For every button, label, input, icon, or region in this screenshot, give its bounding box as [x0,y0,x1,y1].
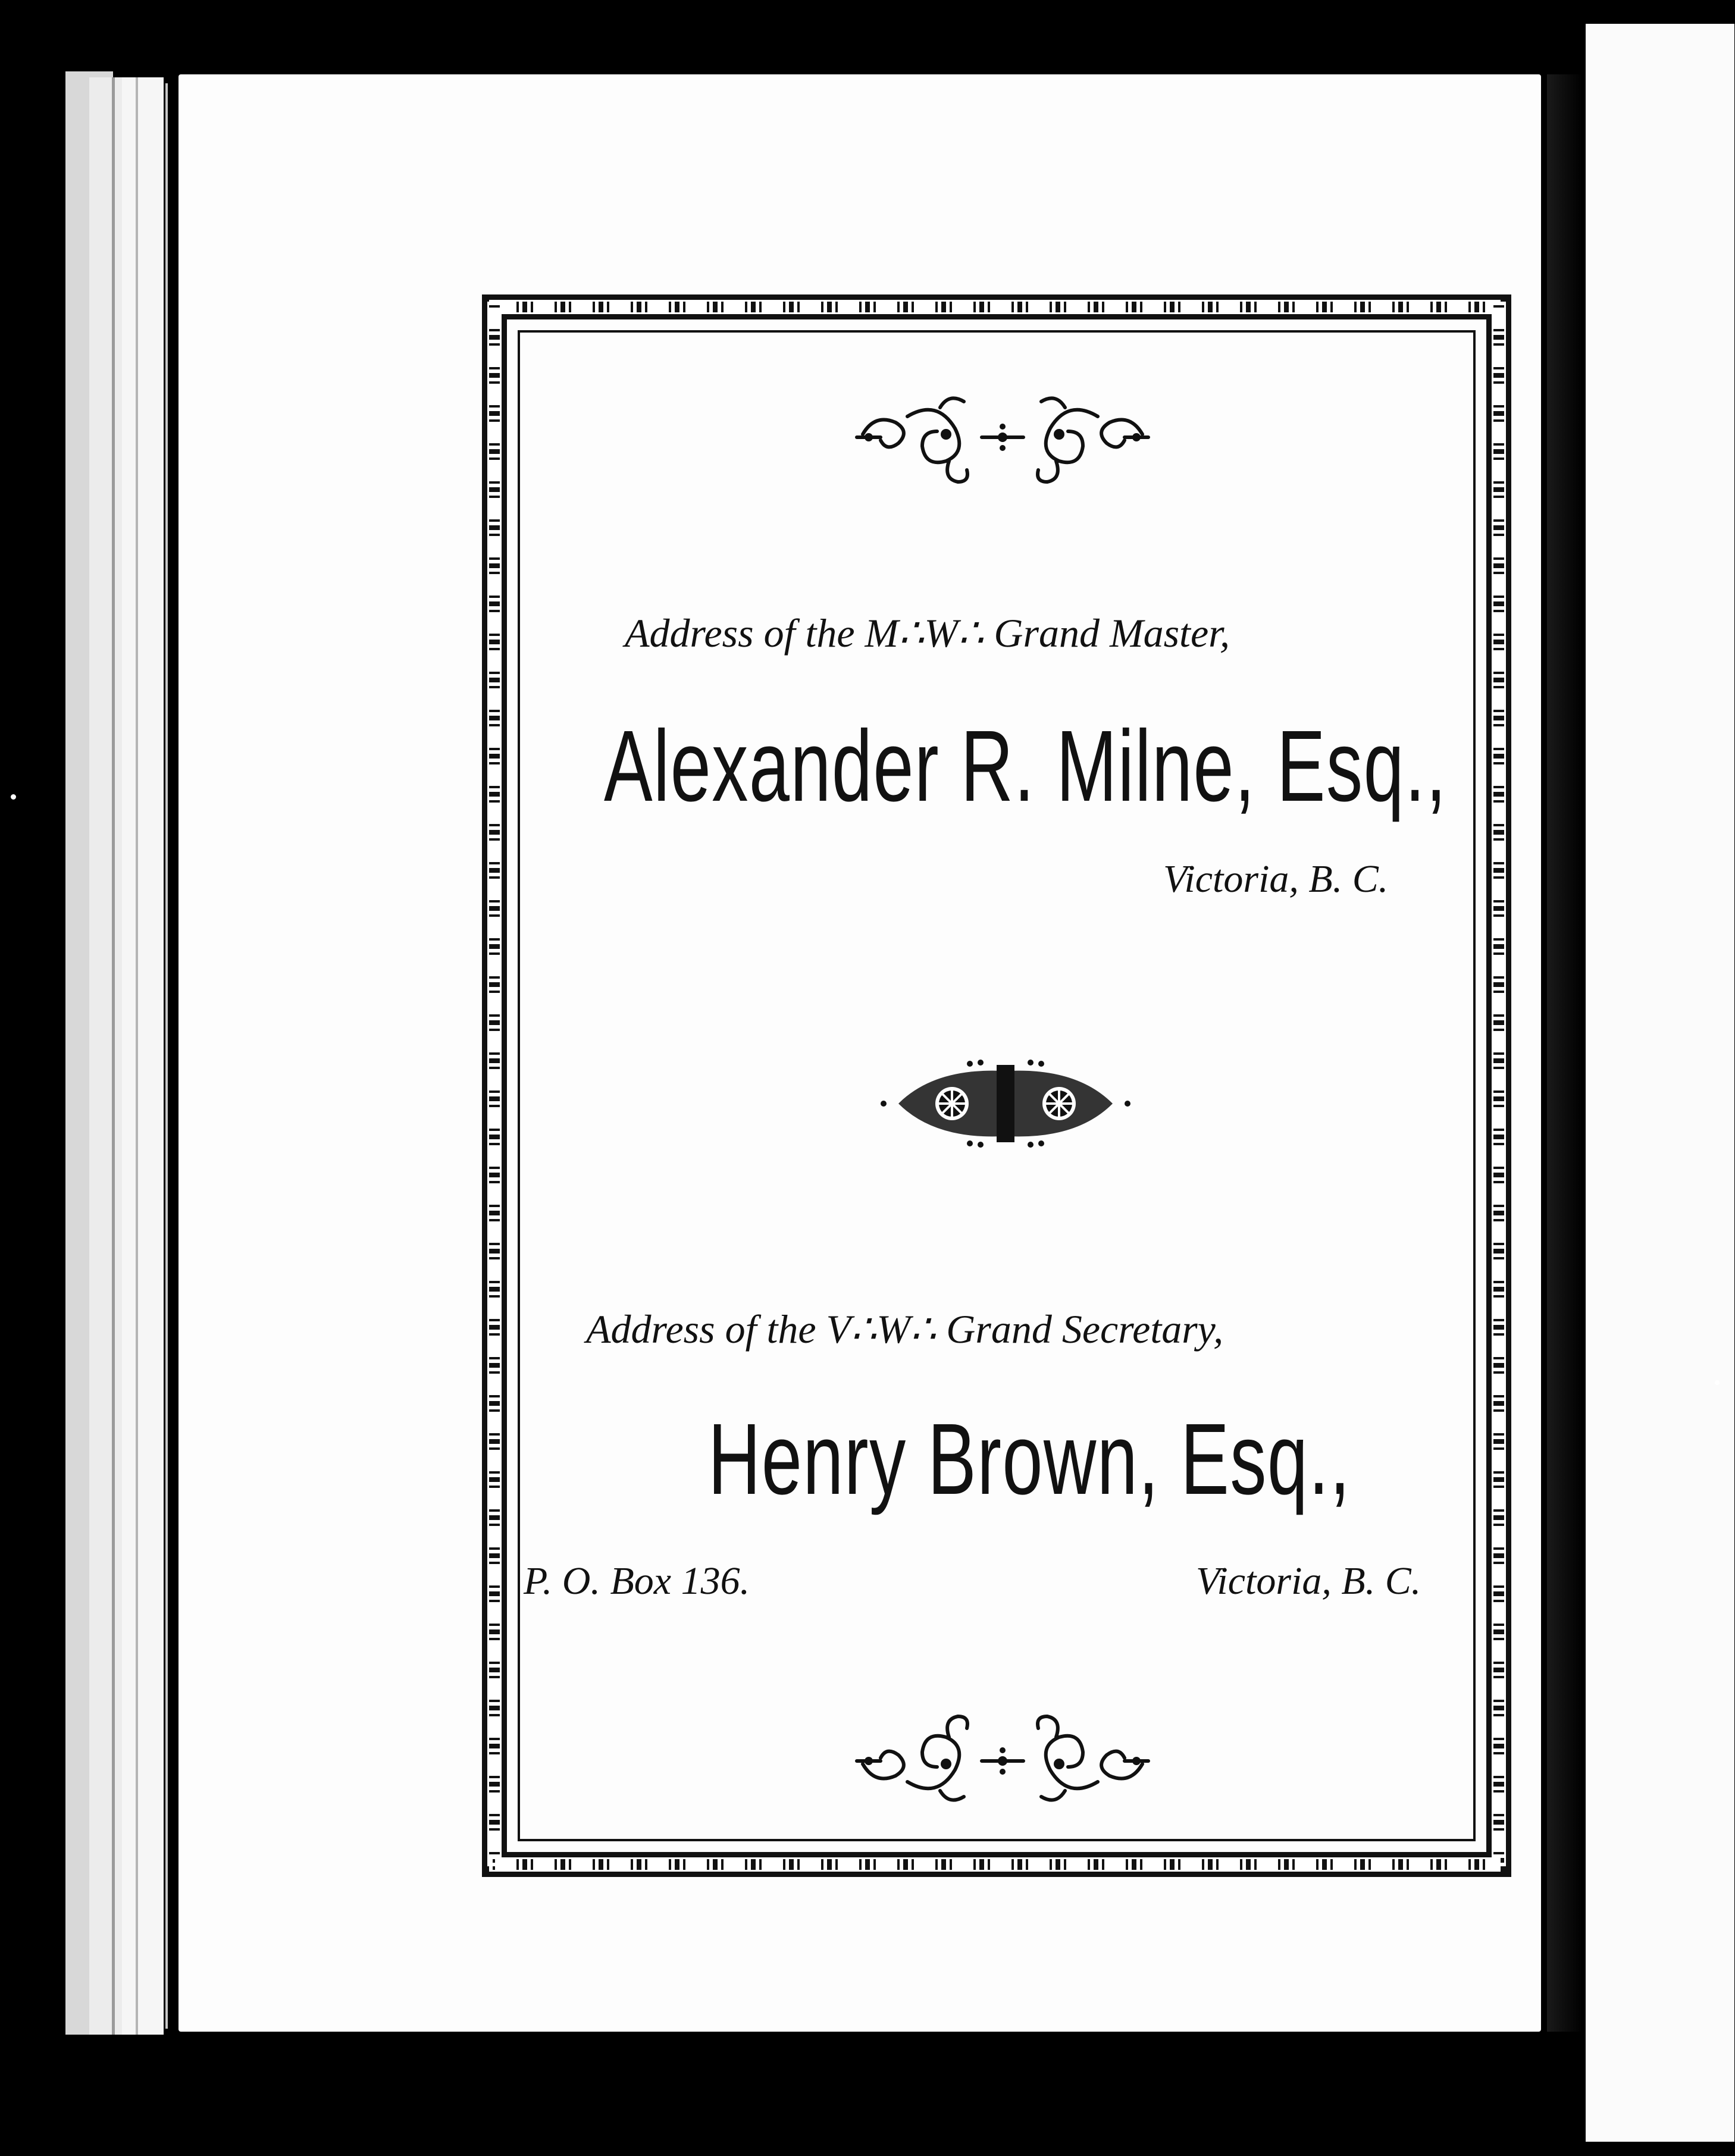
scroll-flourish-icon [851,390,1154,491]
chain-border-bottom [489,1857,1501,1872]
dust-speck [1715,1380,1720,1385]
facing-page [1586,24,1734,2142]
page-edge-line [112,77,115,2035]
page-edge-line [165,83,168,2029]
chain-border-left [487,302,502,1866]
po-box-address: P. O. Box 136. [524,1559,750,1603]
rosette-ornament-icon [875,1059,1136,1148]
page-edge-line [136,77,138,2035]
grand-master-location: Victoria, B. C. [1163,857,1389,901]
grand-master-name: Alexander R. Milne, Esq., [604,710,1448,823]
chain-border-right [1492,302,1506,1866]
grand-secretary-name: Henry Brown, Esq., [708,1403,1351,1516]
book-edge [122,77,164,2035]
grand-secretary-location: Victoria, B. C. [1196,1559,1421,1603]
grand-secretary-heading: Address of the V∴W∴ Grand Secretary, [586,1306,1224,1352]
dust-speck [11,794,16,800]
page-gutter-shadow [1547,74,1583,2032]
grand-master-heading: Address of the M∴W∴ Grand Master, [625,610,1230,656]
chain-border-top [489,300,1501,314]
scroll-flourish-icon [851,1707,1154,1809]
